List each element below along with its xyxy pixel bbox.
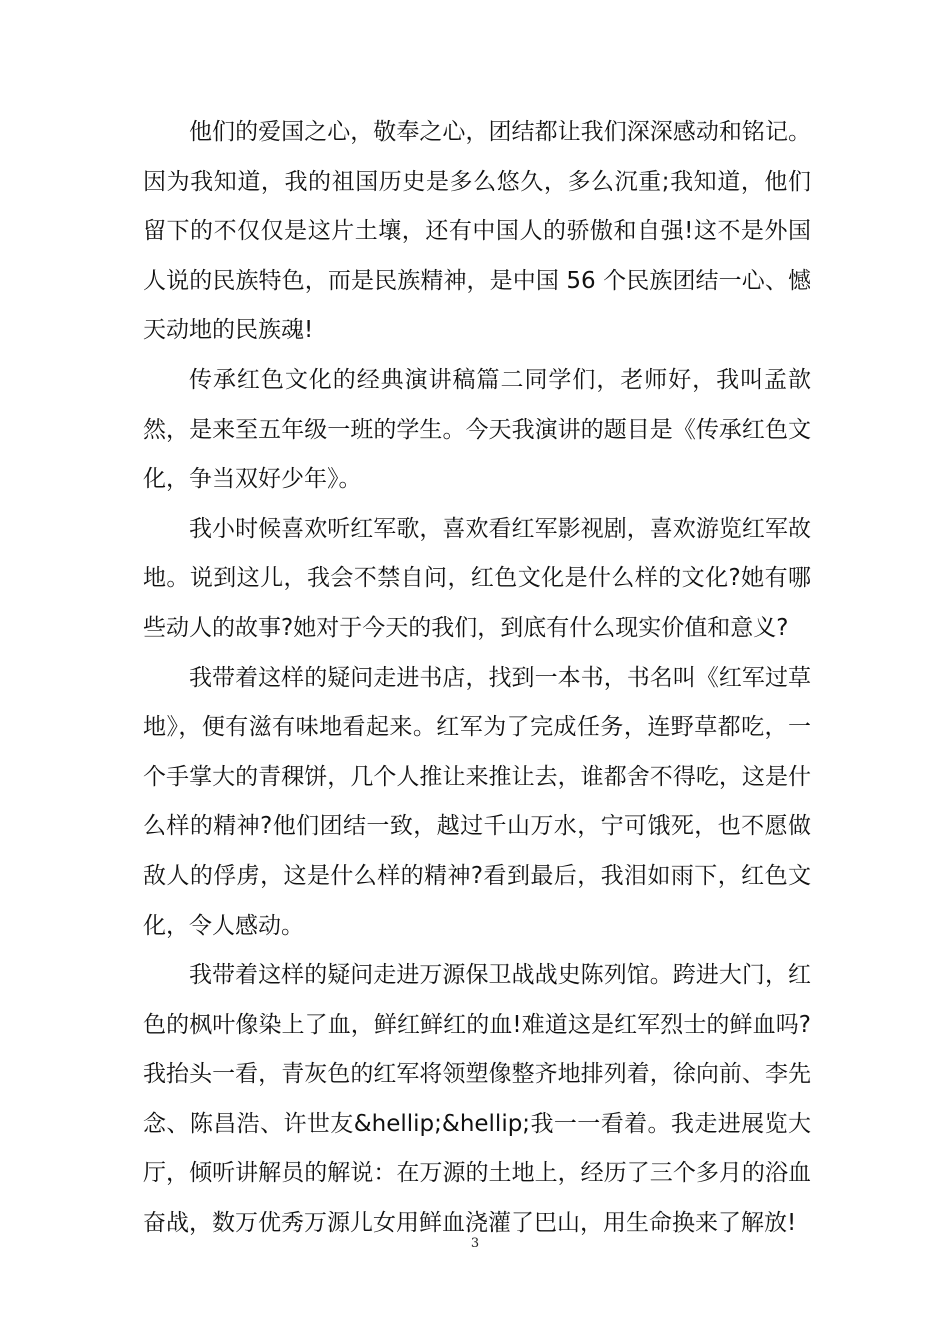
paragraph: 他们的爱国之心，敬奉之心，团结都让我们深深感动和铭记。因为我知道，我的祖国历史是多么悠久，多么沉重;我知道，他们留下的不仅仅是这片土壤，还有中国人的骄傲和自强!这不是外国人说的民族特色，而是民族精神，是中国 56 个民族团结一心、憾天动地的民族魂! bbox=[143, 119, 811, 344]
paragraph: 传承红色文化的经典演讲稿篇二同学们，老师好，我叫孟歆然，是来至五年级一班的学生。今天我演讲的题目是《传承红色文化，争当双好少年》。 bbox=[143, 366, 811, 493]
body-text bbox=[143, 108, 811, 1249]
page-number: 3 bbox=[470, 1236, 480, 1251]
paragraph: 我带着这样的疑问走进书店，找到一本书，书名叫《红军过草地》，便有滋有味地看起来。红军为了完成任务，连野草都吃，一个手掌大的青稞饼，几个人推让来推让去，谁都舍不得吃，这是什么样的精神?他们团结一致，越过千山万水，宁可饿死，也不愿做敌人的俘虏，这是什么样的精神?看到最后，我泪如雨下，红色文化，令人感动。 bbox=[143, 664, 811, 939]
paragraph: 我带着这样的疑问走进万源保卫战战史陈列馆。跨进大门，红色的枫叶像染上了血，鲜红鲜红的血!难道这是红军烈士的鲜血吗?我抬头一看，青灰色的红军将领塑像整齐地排列着，徐向前、李先念、陈昌浩、许世友&hellip;&hellip;我一一看着。我走进展览大厅，倾听讲解员的解说：在万源的土地上，经历了三个多月的浴血奋战，数万优秀万源儿女用鲜血浇灌了巴山，用生命换来了解放! bbox=[143, 962, 811, 1237]
paragraph: 我小时候喜欢听红军歌，喜欢看红军影视剧，喜欢游览红军故地。说到这儿，我会不禁自问，红色文化是什么样的文化?她有哪些动人的故事?她对于今天的我们，到底有什么现实价值和意义? bbox=[143, 515, 811, 641]
